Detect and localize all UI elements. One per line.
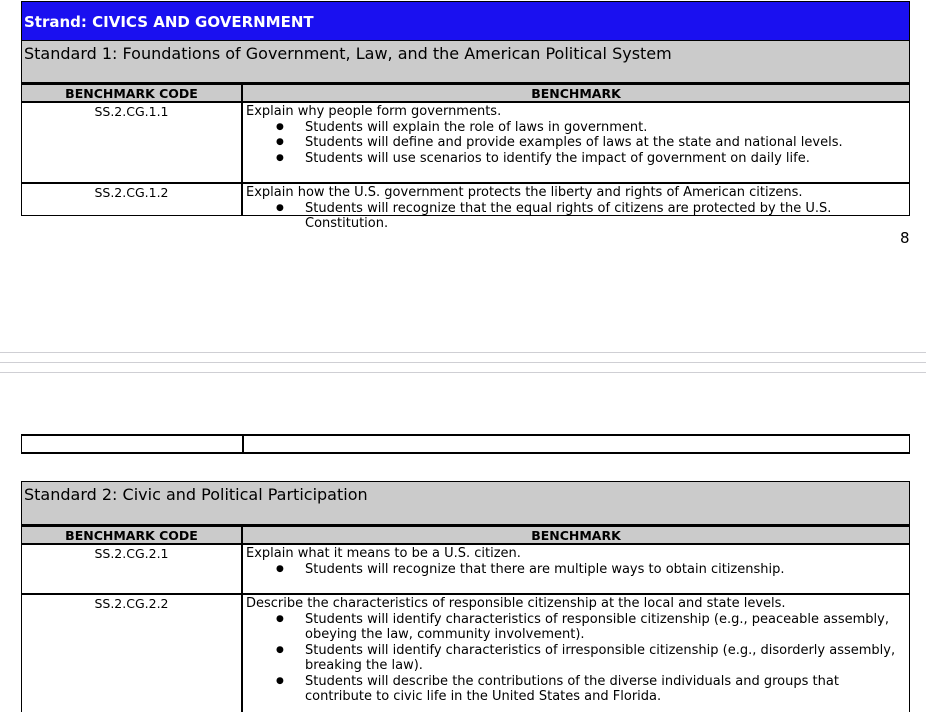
benchmark-bullet: ● Students will explain the role of laws in government.	[246, 120, 909, 136]
benchmark-bullet: ● Students will identify characteristics of responsible citizenship (e.g., peaceable assembly, obeying the law, community involvement).	[246, 612, 907, 643]
strand-title: Strand: CIVICS AND GOVERNMENT	[21, 1, 910, 41]
empty-table-row	[21, 434, 910, 454]
benchmark-text: Describe the characteristics of responsible citizenship at the local and state levels.	[246, 596, 786, 611]
page-separator	[0, 372, 926, 373]
benchmark-bullet: ● Students will define and provide examples of laws at the state and national levels.	[246, 135, 909, 151]
standard-2-table-header	[21, 525, 910, 545]
benchmark-cell	[244, 595, 909, 712]
table-row	[21, 545, 910, 593]
table-row	[21, 103, 910, 182]
benchmark-cell	[244, 103, 909, 182]
benchmark-bullet: ● Students will identify characteristics of irresponsible citizenship (e.g., disorderly assembly, breaking the law).	[246, 643, 907, 674]
benchmark-code: SS.2.CG.1.2	[22, 184, 243, 215]
table-row	[21, 595, 910, 712]
benchmark-bullet: ● Students will describe the contributions of the diverse individuals and groups that contribute to civic life in the United States and Florida.	[246, 674, 907, 705]
header-benchmark-code: BENCHMARK CODE	[22, 85, 243, 101]
standard-2-title: Standard 2: Civic and Political Participation	[21, 481, 910, 525]
benchmark-bullet: ● Students will recognize that there are multiple ways to obtain citizenship.	[246, 562, 909, 578]
standard-1-title: Standard 1: Foundations of Government, Law, and the American Political System	[21, 40, 910, 83]
benchmark-bullet: ● Students will use scenarios to identify the impact of government on daily life.	[246, 151, 909, 167]
page-number: 8	[900, 229, 910, 247]
benchmark-code: SS.2.CG.1.1	[22, 103, 243, 182]
benchmark-text: Explain why people form governments.	[246, 104, 502, 119]
benchmark-code: SS.2.CG.2.1	[22, 545, 243, 593]
header-benchmark-code: BENCHMARK CODE	[22, 527, 243, 543]
benchmark-cell	[244, 184, 909, 231]
page-separator	[0, 352, 926, 353]
header-benchmark: BENCHMARK	[531, 528, 621, 543]
page-separator	[0, 362, 926, 363]
standard-1-table-header	[21, 83, 910, 103]
header-benchmark: BENCHMARK	[531, 86, 621, 101]
benchmark-code: SS.2.CG.2.2	[22, 595, 243, 712]
benchmark-bullet: ● Students will recognize that the equal rights of citizens are protected by the U.S. Constitution.	[246, 201, 909, 232]
benchmark-cell	[244, 545, 909, 593]
benchmark-text: Explain what it means to be a U.S. citizen.	[246, 546, 521, 561]
benchmark-text: Explain how the U.S. government protects the liberty and rights of American citizens.	[246, 185, 803, 200]
table-row	[21, 184, 910, 231]
